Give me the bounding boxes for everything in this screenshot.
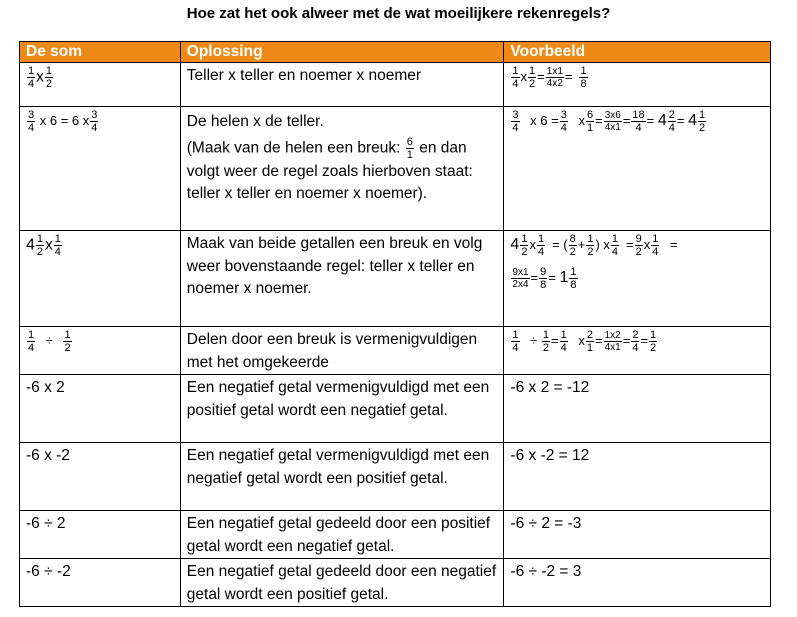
- table-row: [20, 63, 771, 107]
- example-cell: $\frac{1}{4}$ ÷ $\frac{1}{2}$ = $\frac{1}{4}$ x $\frac{2}{1}$ = $\frac{1x2}{4x1}$ = $\frac{2}{4}$ = $\frac{1}{2}$: [504, 327, 771, 375]
- solution-cell: Maak van beide getallen een breuk en volg weer bovenstaande regel: teller x teller en noemer x noemer.: [180, 231, 504, 327]
- solution-cell: De helen x de teller. (Maak van de helen een breuk: $\frac{6}{1}$ en dan volgt weer de regel zoals hierboven staat: teller x teller en noemer x noemer).: [180, 107, 504, 231]
- som-cell: $\frac{1}{4}$ ÷ $\frac{1}{2}$: [20, 327, 181, 375]
- solution-cell: Een negatief getal vermenigvuldigd met een negatief getal wordt een positief getal.: [180, 443, 504, 511]
- som-cell: $\frac{1}{4}$ x $\frac{1}{2}$: [20, 63, 181, 107]
- som-cell: 4 $\frac{1}{2}$ x $\frac{1}{4}$: [20, 231, 181, 327]
- example-cell: -6 x 2 = -12: [504, 375, 771, 443]
- header-oplossing: Oplossing: [180, 42, 504, 63]
- table-row: [20, 107, 771, 231]
- table-row: [20, 511, 771, 559]
- example-cell: -6 ÷ -2 = 3: [504, 559, 771, 607]
- fraction: $\frac{6}{1}$: [406, 135, 413, 161]
- table-row: [20, 443, 771, 511]
- header-som: De som: [20, 42, 181, 63]
- fraction: $\frac{1}{2}$: [45, 65, 52, 90]
- table-row: [20, 559, 771, 607]
- table-row: [20, 231, 771, 327]
- example-cell: $\frac{3}{4}$ x 6 = $\frac{3}{4}$ x $\frac{6}{1}$ = $\frac{3x6}{4x1}$ = $\frac{18}{4}$ = 4 $\frac{2}{4}$ = 4 $\frac{1}{2}$: [504, 107, 771, 231]
- fraction: $\frac{1}{4}$: [28, 65, 35, 90]
- page-title: Hoe zat het ook alweer met de wat moeilijkere rekenregels?: [186, 5, 611, 22]
- example-cell: -6 x -2 = 12: [504, 443, 771, 511]
- table-row: [20, 327, 771, 375]
- solution-cell: Een negatief getal gedeeld door een negatief getal wordt een positief getal.: [180, 559, 504, 607]
- solution-cell: Een negatief getal vermenigvuldigd met een positief getal wordt een negatief getal.: [180, 375, 504, 443]
- som-cell: -6 x 2: [20, 375, 181, 443]
- rules-table: [19, 41, 771, 607]
- som-cell: -6 ÷ -2: [20, 559, 181, 607]
- table-header-row: [20, 42, 771, 63]
- solution-cell: Delen door een breuk is vermenigvuldigen met het omgekeerde: [180, 327, 504, 375]
- header-voorbeeld: Voorbeeld: [504, 42, 771, 63]
- solution-cell: Een negatief getal gedeeld door een positief getal wordt een negatief getal.: [180, 511, 504, 559]
- example-cell: -6 ÷ 2 = -3: [504, 511, 771, 559]
- table-row: [20, 375, 771, 443]
- solution-cell: Teller x teller en noemer x noemer: [180, 63, 504, 107]
- som-cell: -6 x -2: [20, 443, 181, 511]
- som-cell: $\frac{3}{4}$ x 6 = 6 x $\frac{3}{4}$: [20, 107, 181, 231]
- example-cell: $\frac{1}{4}$ x $\frac{1}{2}$ = $\frac{1x1}{4x2}$ = $\frac{1}{8}$: [504, 63, 771, 107]
- example-cell: 4 $\frac{1}{2}$ x $\frac{1}{4}$ = ( $\frac{8}{2}$ + $\frac{1}{2}$ ) x $\frac{1}{4}$ = $\frac{9}{2}$ x $\frac{1}{4}$ = $\frac{9x1}{2x4}$ = $\frac{9}{8}$ = 1 $\frac{1}{8}$: [504, 231, 771, 327]
- som-cell: -6 ÷ 2: [20, 511, 181, 559]
